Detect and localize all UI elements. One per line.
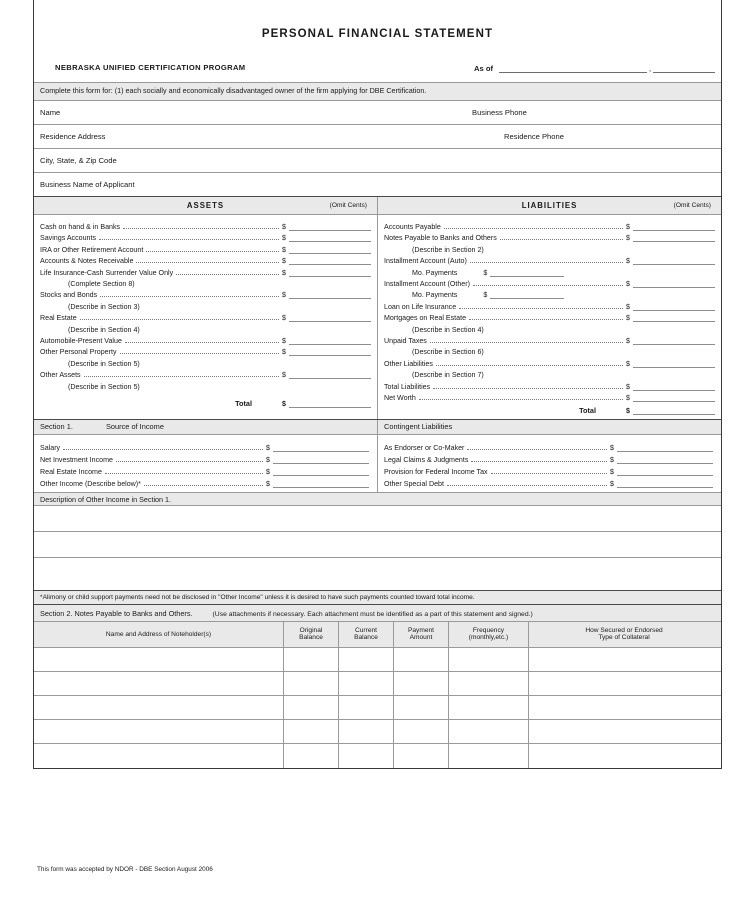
asset-3-row[interactable] bbox=[34, 254, 377, 265]
income-3-label: Other Income (Describe below)* bbox=[40, 479, 141, 488]
asset-4-leader bbox=[176, 274, 279, 275]
contingent-3-amount-field[interactable] bbox=[617, 478, 713, 488]
contingent-3-label: Other Special Debt bbox=[384, 479, 444, 488]
description-line-3[interactable] bbox=[34, 558, 721, 591]
as-of-date-field[interactable] bbox=[499, 63, 647, 73]
liability-9-row[interactable] bbox=[378, 391, 721, 402]
section2-cell-r0-c1[interactable] bbox=[284, 648, 339, 671]
income-0-row[interactable] bbox=[34, 440, 377, 452]
section2-col-header-2 bbox=[339, 622, 394, 647]
section2-table-row[interactable] bbox=[34, 720, 721, 744]
contingent-0-label: As Endorser or Co-Maker bbox=[384, 443, 465, 452]
description-line-1[interactable] bbox=[34, 506, 721, 532]
section2-cell-r0-c0[interactable] bbox=[34, 648, 284, 671]
residence-phone-label: Residence Phone bbox=[504, 131, 564, 141]
asset-6-currency-symbol: $ bbox=[282, 314, 286, 323]
liability-9-amount-field[interactable] bbox=[633, 392, 715, 402]
row-name[interactable] bbox=[34, 101, 721, 125]
section2-cell-r4-c1[interactable] bbox=[284, 744, 339, 768]
section2-cell-r1-c1[interactable] bbox=[284, 672, 339, 695]
asset-5-label: Stocks and Bonds bbox=[40, 291, 98, 300]
liability-3-mo-currency-symbol: $ bbox=[483, 291, 488, 300]
assets-heading: ASSETS bbox=[186, 200, 225, 210]
liability-6-row[interactable] bbox=[378, 334, 721, 345]
asset-5-row[interactable] bbox=[34, 288, 377, 299]
income-3-amount-field[interactable] bbox=[273, 478, 369, 488]
section2-note: (Use attachments if necessary. Each attachment must be identified as a part of this statement and signed.) bbox=[212, 610, 533, 618]
asset-6-amount-field[interactable] bbox=[289, 312, 371, 322]
section2-cell-r1-c0[interactable] bbox=[34, 672, 284, 695]
asset-1-label: Savings Accounts bbox=[40, 234, 96, 243]
section2-cell-r2-c2[interactable] bbox=[339, 696, 394, 719]
income-1-amount-field[interactable] bbox=[273, 454, 369, 464]
section2-cell-r3-c3[interactable] bbox=[394, 720, 449, 743]
liabilities-total-row[interactable] bbox=[378, 402, 721, 415]
liability-4-label: Loan on Life Insurance bbox=[384, 302, 457, 311]
contingent-0-amount-field[interactable] bbox=[617, 442, 713, 452]
asset-0-currency-symbol: $ bbox=[282, 223, 286, 232]
section1-items bbox=[34, 435, 378, 492]
section2-cell-r1-c2[interactable] bbox=[339, 672, 394, 695]
contingent-0-leader bbox=[467, 449, 607, 450]
section2-cell-r0-c5[interactable] bbox=[529, 648, 719, 671]
asset-9-label: Other Assets bbox=[40, 371, 81, 380]
as-of-year-field[interactable] bbox=[653, 63, 715, 73]
income-1-row[interactable] bbox=[34, 452, 377, 464]
liability-2-amount-field[interactable] bbox=[633, 255, 715, 265]
section2-col-header-text-3: Payment Amount bbox=[407, 626, 435, 642]
liability-3-mo-payments-row[interactable] bbox=[378, 288, 721, 299]
income-0-currency-symbol: $ bbox=[266, 443, 270, 452]
liability-7-amount-field[interactable] bbox=[633, 358, 715, 368]
asset-7-leader bbox=[125, 342, 279, 343]
liability-2-mo-payments-row[interactable] bbox=[378, 265, 721, 276]
asset-9-currency-symbol: $ bbox=[282, 371, 286, 380]
income-3-currency-symbol: $ bbox=[266, 479, 270, 488]
section2-col-header-text-4: Frequency (monthly,etc.) bbox=[468, 626, 509, 642]
section2-cell-r1-c3[interactable] bbox=[394, 672, 449, 695]
form-footer: This form was accepted by NDOR - DBE Section August 2006 bbox=[37, 866, 213, 873]
alimony-footnote: *Alimony or child support payments need not be disclosed in "Other Income" unless it is desired to have such payments counted toward total income. bbox=[34, 591, 721, 605]
asset-4-amount-field[interactable] bbox=[289, 267, 371, 277]
personal-financial-statement-form bbox=[33, 0, 722, 769]
description-line-2[interactable] bbox=[34, 532, 721, 558]
liability-2-row[interactable] bbox=[378, 254, 721, 265]
contingent-3-leader bbox=[447, 485, 607, 486]
liability-4-currency-symbol: $ bbox=[626, 302, 630, 311]
as-of-separator: , bbox=[648, 64, 652, 73]
liability-3-label: Installment Account (Other) bbox=[384, 279, 470, 288]
contingent-header bbox=[378, 420, 721, 434]
asset-9-leader bbox=[84, 376, 279, 377]
asset-0-row[interactable] bbox=[34, 220, 377, 231]
liability-2-label: Installment Account (Auto) bbox=[384, 257, 467, 266]
assets-column bbox=[34, 215, 378, 419]
section2-col-header-4 bbox=[449, 622, 529, 647]
liability-9-label: Net Worth bbox=[384, 393, 416, 402]
section2-table-row[interactable] bbox=[34, 696, 721, 720]
asset-7-row[interactable] bbox=[34, 334, 377, 345]
liability-8-currency-symbol: $ bbox=[626, 382, 630, 391]
residence-address-label: Residence Address bbox=[40, 131, 106, 141]
liability-7-currency-symbol: $ bbox=[626, 359, 630, 368]
liability-7-row[interactable] bbox=[378, 356, 721, 367]
liability-9-leader bbox=[419, 399, 623, 400]
asset-0-leader bbox=[123, 228, 279, 229]
asset-8-label: Other Personal Property bbox=[40, 348, 117, 357]
liabilities-heading: LIABILITIES bbox=[521, 200, 578, 210]
section2-cell-r3-c5[interactable] bbox=[529, 720, 719, 743]
contingent-2-row[interactable] bbox=[378, 464, 721, 476]
as-of-label: As of bbox=[474, 64, 493, 73]
liability-9-currency-symbol: $ bbox=[626, 393, 630, 402]
asset-9-sub-note: (Describe in Section 5) bbox=[68, 382, 140, 391]
asset-5-currency-symbol: $ bbox=[282, 291, 286, 300]
liability-2-mo-payments-field[interactable] bbox=[490, 267, 564, 277]
liability-7-sub-note: (Describe in Section 7) bbox=[412, 371, 484, 380]
assets-omit-cents: (Omit Cents) bbox=[329, 201, 367, 209]
contingent-3-row[interactable] bbox=[378, 476, 721, 488]
asset-7-currency-symbol: $ bbox=[282, 336, 286, 345]
contingent-1-row[interactable] bbox=[378, 452, 721, 464]
section1-title: Source of Income bbox=[106, 421, 164, 431]
contingent-2-label: Provision for Federal Income Tax bbox=[384, 467, 488, 476]
liability-7-leader bbox=[436, 365, 623, 366]
asset-3-label: Accounts & Notes Receivable bbox=[40, 257, 134, 266]
asset-1-currency-symbol: $ bbox=[282, 234, 286, 243]
liability-5-currency-symbol: $ bbox=[626, 314, 630, 323]
section2-table-row[interactable] bbox=[34, 744, 721, 768]
contingent-2-amount-field[interactable] bbox=[617, 466, 713, 476]
section2-cell-r4-c2[interactable] bbox=[339, 744, 394, 768]
business-phone-label: Business Phone bbox=[472, 107, 527, 117]
liability-6-sub-note: (Describe in Section 6) bbox=[412, 348, 484, 357]
section2-cell-r0-c3[interactable] bbox=[394, 648, 449, 671]
name-label: Name bbox=[40, 107, 61, 117]
liability-8-leader bbox=[433, 388, 623, 389]
program-band bbox=[34, 58, 721, 82]
section2-cell-r3-c0[interactable] bbox=[34, 720, 284, 743]
liability-6-currency-symbol: $ bbox=[626, 336, 630, 345]
liability-3-leader bbox=[473, 285, 623, 286]
liability-3-currency-symbol: $ bbox=[626, 279, 630, 288]
income-1-leader bbox=[116, 461, 263, 462]
row-business-name[interactable] bbox=[34, 173, 721, 197]
section2-cell-r3-c1[interactable] bbox=[284, 720, 339, 743]
section2-table-row[interactable] bbox=[34, 672, 721, 696]
section2-col-header-3 bbox=[394, 622, 449, 647]
liability-6-label: Unpaid Taxes bbox=[384, 336, 427, 345]
asset-0-amount-field[interactable] bbox=[289, 221, 371, 231]
liability-3-amount-field[interactable] bbox=[633, 278, 715, 288]
asset-4-currency-symbol: $ bbox=[282, 268, 286, 277]
assets-liabilities-body bbox=[34, 215, 721, 420]
business-name-label: Business Name of Applicant bbox=[40, 179, 135, 189]
liability-8-row[interactable] bbox=[378, 379, 721, 390]
income-2-row[interactable] bbox=[34, 464, 377, 476]
section2-cell-r3-c2[interactable] bbox=[339, 720, 394, 743]
section2-cell-r1-c4[interactable] bbox=[449, 672, 529, 695]
asset-2-amount-field[interactable] bbox=[289, 244, 371, 254]
assets-total-amount-field[interactable] bbox=[289, 398, 371, 408]
asset-4-label: Life Insurance-Cash Surrender Value Only bbox=[40, 268, 174, 277]
asset-3-leader bbox=[136, 262, 279, 263]
asset-3-currency-symbol: $ bbox=[282, 257, 286, 266]
section1-number: Section 1. bbox=[40, 421, 73, 431]
contingent-1-amount-field[interactable] bbox=[617, 454, 713, 464]
liability-2-mo-currency-symbol: $ bbox=[483, 268, 488, 277]
assets-total-label: Total bbox=[235, 398, 252, 408]
section2-cell-r0-c4[interactable] bbox=[449, 648, 529, 671]
liability-1-label: Notes Payable to Banks and Others bbox=[384, 234, 497, 243]
assets-total-row[interactable] bbox=[34, 395, 377, 408]
city-state-zip-label: City, State, & Zip Code bbox=[40, 155, 117, 165]
income-3-row[interactable] bbox=[34, 476, 377, 488]
page-title: PERSONAL FINANCIAL STATEMENT bbox=[261, 28, 494, 40]
liability-1-amount-field[interactable] bbox=[633, 232, 715, 242]
section2-cell-r4-c4[interactable] bbox=[449, 744, 529, 768]
asset-6-label: Real Estate bbox=[40, 314, 77, 323]
liability-5-sub-note: (Describe in Section 4) bbox=[412, 325, 484, 334]
asset-1-amount-field[interactable] bbox=[289, 232, 371, 242]
income-1-label: Net Investment Income bbox=[40, 455, 113, 464]
contingent-items bbox=[378, 435, 721, 492]
asset-2-leader bbox=[146, 251, 279, 252]
row-city-state-zip[interactable] bbox=[34, 149, 721, 173]
contingent-1-currency-symbol: $ bbox=[610, 455, 614, 464]
liability-2-mo-payments-label: Mo. Payments bbox=[412, 268, 458, 277]
section2-title: Section 2. Notes Payable to Banks and Others. bbox=[40, 608, 193, 618]
liability-1-currency-symbol: $ bbox=[626, 234, 630, 243]
liabilities-omit-cents: (Omit Cents) bbox=[673, 201, 711, 209]
asset-8-sub-note: (Describe in Section 5) bbox=[68, 359, 140, 368]
contingent-2-currency-symbol: $ bbox=[610, 467, 614, 476]
liability-8-amount-field[interactable] bbox=[633, 381, 715, 391]
asset-1-row[interactable] bbox=[34, 231, 377, 242]
asset-8-currency-symbol: $ bbox=[282, 348, 286, 357]
liability-5-label: Mortgages on Real Estate bbox=[384, 314, 467, 323]
asset-2-label: IRA or Other Retirement Account bbox=[40, 245, 144, 254]
liability-2-leader bbox=[470, 262, 623, 263]
row-residence-address[interactable] bbox=[34, 125, 721, 149]
contingent-1-label: Legal Claims & Judgments bbox=[384, 455, 469, 464]
asset-4-sub-note: (Complete Section 8) bbox=[68, 279, 135, 288]
section2-cell-r1-c5[interactable] bbox=[529, 672, 719, 695]
liability-7-label: Other Liabilities bbox=[384, 359, 433, 368]
income-0-amount-field[interactable] bbox=[273, 442, 369, 452]
income-3-leader bbox=[144, 485, 263, 486]
liability-0-label: Accounts Payable bbox=[384, 223, 441, 232]
liability-5-amount-field[interactable] bbox=[633, 312, 715, 322]
income-2-currency-symbol: $ bbox=[266, 467, 270, 476]
section2-cell-r2-c3[interactable] bbox=[394, 696, 449, 719]
section2-cell-r0-c2[interactable] bbox=[339, 648, 394, 671]
section2-col-header-1 bbox=[284, 622, 339, 647]
section2-cell-r4-c3[interactable] bbox=[394, 744, 449, 768]
liability-0-currency-symbol: $ bbox=[626, 223, 630, 232]
liability-8-label: Total Liabilities bbox=[384, 382, 431, 391]
liability-4-amount-field[interactable] bbox=[633, 301, 715, 311]
liability-6-amount-field[interactable] bbox=[633, 335, 715, 345]
section2-cell-r2-c4[interactable] bbox=[449, 696, 529, 719]
liability-3-mo-payments-label: Mo. Payments bbox=[412, 291, 458, 300]
section2-header bbox=[34, 605, 721, 622]
asset-8-leader bbox=[120, 353, 280, 354]
assets-total-currency-symbol: $ bbox=[282, 399, 286, 408]
contingent-3-currency-symbol: $ bbox=[610, 479, 614, 488]
section2-cell-r4-c0[interactable] bbox=[34, 744, 284, 768]
assets-header-cell bbox=[34, 197, 378, 214]
liability-0-amount-field[interactable] bbox=[633, 221, 715, 231]
asset-5-leader bbox=[100, 296, 279, 297]
contingent-0-row[interactable] bbox=[378, 440, 721, 452]
section2-col-header-0 bbox=[34, 622, 284, 647]
asset-7-amount-field[interactable] bbox=[289, 335, 371, 345]
section2-col-header-text-1: Original Balance bbox=[299, 626, 323, 642]
as-of-group bbox=[474, 63, 715, 73]
section2-table-header bbox=[34, 622, 721, 648]
section2-cell-r2-c1[interactable] bbox=[284, 696, 339, 719]
instruction-banner: Complete this form for: (1) each socially and economically disadvantaged owner of the firm applying for DBE Certification. bbox=[34, 82, 721, 101]
section2-col-header-text-5: How Secured or Endorsed Type of Collateral bbox=[585, 626, 663, 642]
section2-col-header-text-2: Current Balance bbox=[354, 626, 378, 642]
asset-8-row[interactable] bbox=[34, 345, 377, 356]
section2-cell-r2-c0[interactable] bbox=[34, 696, 284, 719]
section2-table-body bbox=[34, 648, 721, 768]
asset-2-currency-symbol: $ bbox=[282, 245, 286, 254]
liability-4-row[interactable] bbox=[378, 299, 721, 310]
asset-5-amount-field[interactable] bbox=[289, 289, 371, 299]
section2-table-row[interactable] bbox=[34, 648, 721, 672]
liabilities-header-cell bbox=[378, 197, 721, 214]
liabilities-total-currency-symbol: $ bbox=[626, 406, 630, 415]
section2-cell-r4-c5[interactable] bbox=[529, 744, 719, 768]
liability-6-leader bbox=[430, 342, 623, 343]
asset-4-row[interactable] bbox=[34, 265, 377, 276]
liabilities-total-label: Total bbox=[579, 405, 596, 415]
section2-cell-r2-c5[interactable] bbox=[529, 696, 719, 719]
section2-col-header-text-0: Name and Address of Noteholder(s) bbox=[105, 630, 212, 638]
income-contingent-header bbox=[34, 420, 721, 435]
income-0-label: Salary bbox=[40, 443, 61, 452]
income-1-currency-symbol: $ bbox=[266, 455, 270, 464]
liability-0-row[interactable] bbox=[378, 220, 721, 231]
liability-1-leader bbox=[500, 239, 623, 240]
section2-cell-r3-c4[interactable] bbox=[449, 720, 529, 743]
contingent-title: Contingent Liabilities bbox=[384, 421, 453, 431]
contingent-0-currency-symbol: $ bbox=[610, 443, 614, 452]
contingent-2-leader bbox=[491, 473, 607, 474]
asset-8-amount-field[interactable] bbox=[289, 346, 371, 356]
income-2-amount-field[interactable] bbox=[273, 466, 369, 476]
program-name: NEBRASKA UNIFIED CERTIFICATION PROGRAM bbox=[55, 63, 246, 72]
description-heading: Description of Other Income in Section 1. bbox=[34, 493, 721, 506]
liabilities-total-amount-field[interactable] bbox=[633, 405, 715, 415]
liability-5-row[interactable] bbox=[378, 311, 721, 322]
asset-6-row[interactable] bbox=[34, 311, 377, 322]
assets-liabilities-header bbox=[34, 197, 721, 215]
asset-6-leader bbox=[80, 319, 279, 320]
liability-1-sub-note: (Describe in Section 2) bbox=[412, 245, 484, 254]
asset-1-leader bbox=[99, 239, 279, 240]
asset-9-amount-field[interactable] bbox=[289, 369, 371, 379]
liabilities-column bbox=[378, 215, 721, 419]
asset-5-sub-note: (Describe in Section 3) bbox=[68, 302, 140, 311]
liability-0-leader bbox=[444, 228, 623, 229]
income-0-leader bbox=[63, 449, 263, 450]
liability-1-row[interactable] bbox=[378, 231, 721, 242]
section1-header bbox=[34, 420, 378, 434]
liability-3-mo-payments-field[interactable] bbox=[490, 289, 564, 299]
asset-6-sub-note: (Describe in Section 4) bbox=[68, 325, 140, 334]
asset-0-label: Cash on hand & in Banks bbox=[40, 223, 121, 232]
liability-3-row[interactable] bbox=[378, 277, 721, 288]
liability-2-currency-symbol: $ bbox=[626, 257, 630, 266]
liability-4-leader bbox=[459, 308, 623, 309]
liability-5-leader bbox=[469, 319, 623, 320]
section2-col-header-5 bbox=[529, 622, 719, 647]
title-band bbox=[34, 0, 721, 58]
income-contingent-body bbox=[34, 435, 721, 493]
income-2-leader bbox=[105, 473, 263, 474]
asset-9-row[interactable] bbox=[34, 368, 377, 379]
contingent-1-leader bbox=[471, 461, 607, 462]
income-2-label: Real Estate Income bbox=[40, 467, 102, 476]
asset-2-row[interactable] bbox=[34, 242, 377, 253]
asset-7-label: Automobile-Present Value bbox=[40, 336, 122, 345]
asset-3-amount-field[interactable] bbox=[289, 255, 371, 265]
